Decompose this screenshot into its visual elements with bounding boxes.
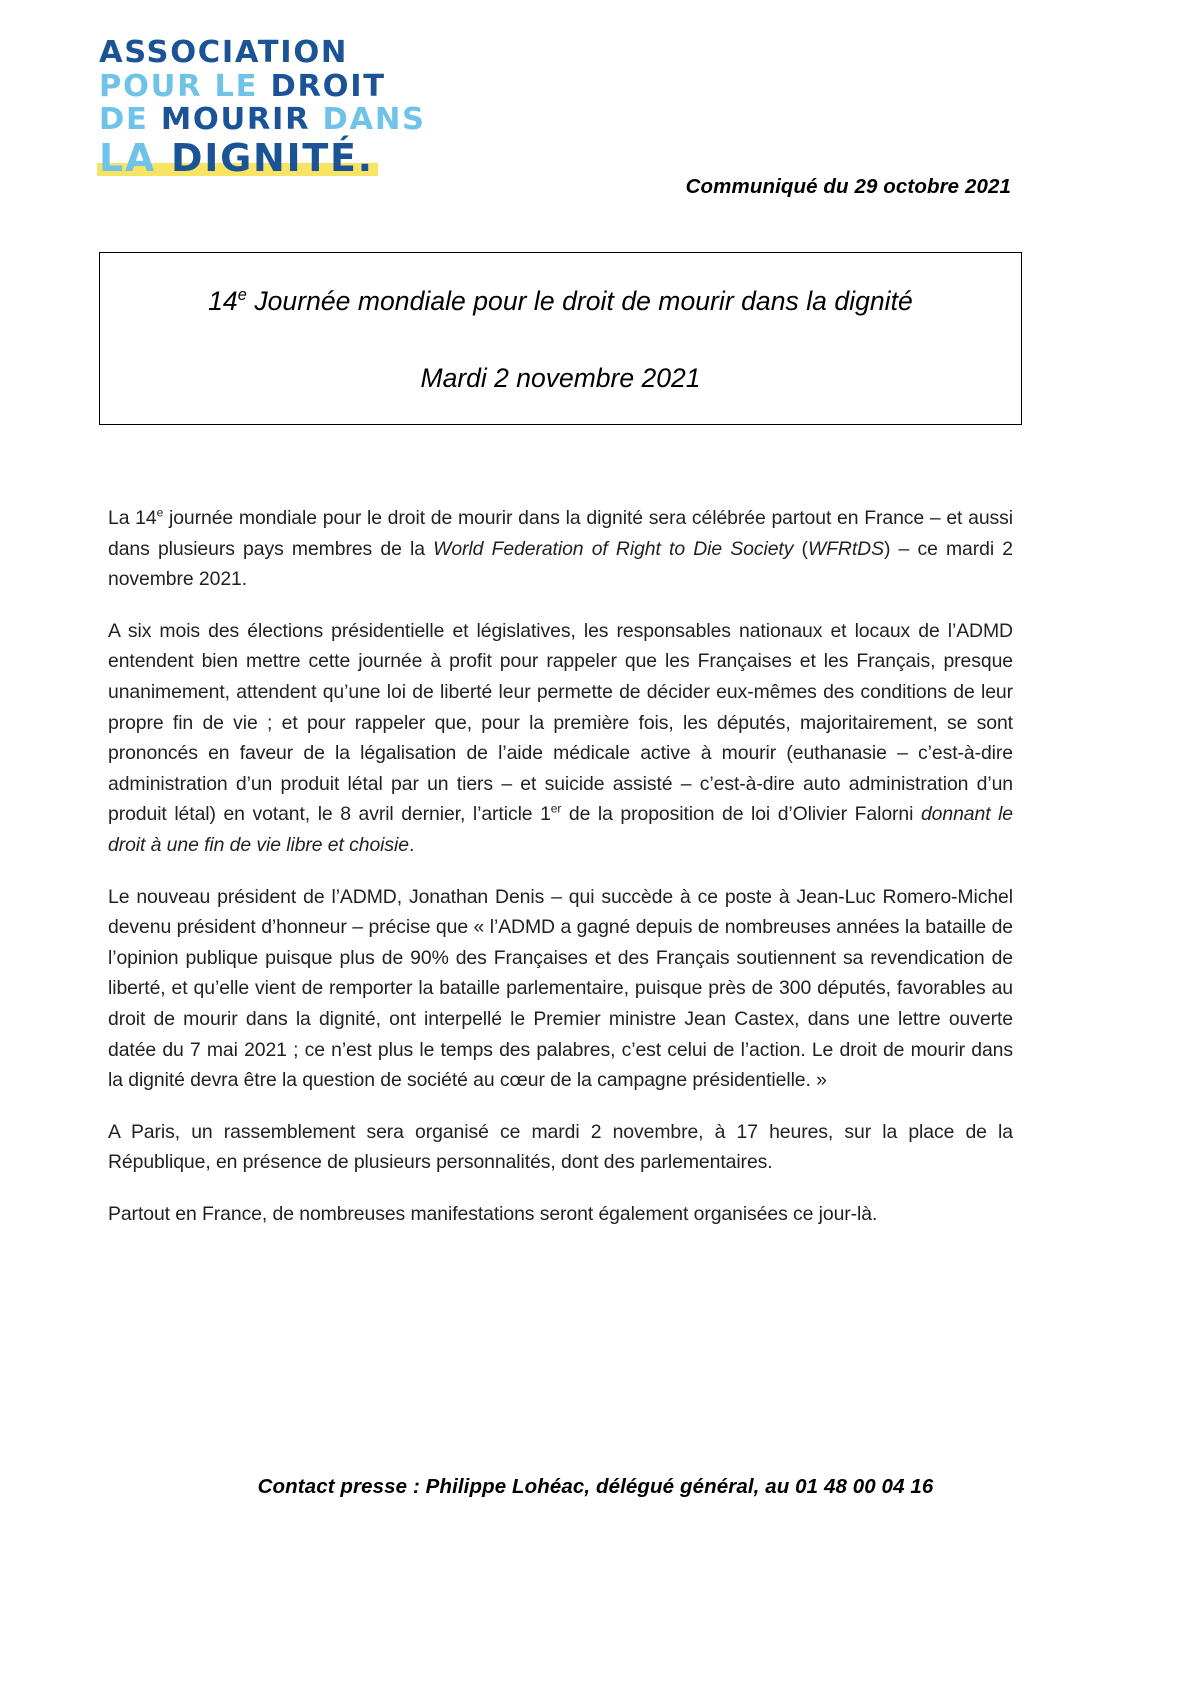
paragraph-2: A six mois des élections présidentielle et législatives, les responsables nationaux et locaux de l’ADMD entendent bien mettre cette journée à profit pour rappeler que les Françaises et les Français, presque unanimement, attendent qu’une loi de liberté leur permette de décider eux-mêmes des conditions de leur propre fin de vie ; et pour rappeler que, pour la première fois, les députés, majoritairement, se sont prononcés en faveur de la légalisation de l’aide médicale active à mourir (euthanasie – c’est-à-dire administration d’un produit létal par un tiers – et suicide assisté – c’est-à-dire auto administration d’un produit létal) en votant, le 8 avril dernier, l’article 1er de la proposition de loi d’Olivier Falorni donnant le droit à une fin de vie libre et choisie. — [108, 619, 1014, 856]
paragraph-4: A Paris, un rassemblement sera organisé ce mardi 2 novembre, à 17 heures, sur la place de la République, en présence de plusieurs personnalités, dont des parlementaires. — [108, 1120, 1013, 1174]
logo-text-la: LA — [99, 135, 171, 180]
logo-line-association — [99, 35, 429, 70]
communique-date: Communiqué du 29 octobre 2021 — [685, 175, 1011, 198]
admd-logo — [99, 35, 429, 183]
logo-text-mourir: MOURIR — [160, 102, 323, 137]
logo-text-dans: DANS — [322, 102, 426, 137]
logo-dignite-highlight-wrap — [99, 135, 374, 180]
title-primary — [208, 286, 913, 317]
footer-contact-line: Contact presse : Philippe Lohéac, délégué général, au 01 48 00 04 16 — [257, 1475, 934, 1498]
paragraph-1: La 14e journée mondiale pour le droit de mourir dans la dignité sera célébrée partout en France – et aussi dans plusieurs pays membres de la World Federation of Right to Die Society (WFRtDS) – ce mardi 2 novembre 2021. — [108, 505, 1013, 591]
logo-dignite-text — [99, 136, 374, 180]
paragraph-3: Le nouveau président de l’ADMD, Jonathan Denis – qui succède à ce poste à Jean-Luc Romero-Michel devenu président d’honneur – précise que « l’ADMD a gagné depuis de nombreuses années la bataille de l’opinion publique puisque plus de 90% des Françaises et des Français soutiennent sa revendication de liberté, et qu’elle vient de remporter la bataille parlementaire, puisque près de 300 députés, favorables au droit de mourir dans la dignité, ont interpellé le Premier ministre Jean Castex, dans une lettre ouverte datée du 7 mai 2021 ; ce n’est plus le temps des palabres, c’est celui de l’action. Le droit de mourir dans la dignité devra être la question de société au cœur de la campagne présidentielle. » — [108, 885, 1013, 1092]
logo-text-droit: DROIT — [270, 68, 386, 104]
logo-text-pour-le: POUR LE — [99, 68, 271, 104]
logo-text-association: ASSOCIATION — [99, 35, 349, 70]
logo-text-dignite: DIGNITÉ. — [170, 135, 374, 180]
title-ordinal-number: 14 — [208, 285, 238, 316]
paragraph-5: Partout en France, de nombreuses manifestations seront également organisées ce jour-là. — [108, 1202, 878, 1225]
logo-line-de-mourir-dans — [99, 102, 429, 137]
logo-line-pour-le-droit — [99, 68, 429, 104]
title-box — [99, 252, 1022, 425]
body-content — [108, 503, 1013, 1229]
logo-text-de: DE — [99, 102, 161, 137]
logo-line-la-dignite — [99, 135, 429, 180]
title-primary-rest: Journée mondiale pour le droit de mourir dans la dignité — [246, 285, 913, 316]
title-ordinal-suffix: e — [237, 285, 247, 304]
title-secondary-date: Mardi 2 novembre 2021 — [420, 362, 701, 393]
